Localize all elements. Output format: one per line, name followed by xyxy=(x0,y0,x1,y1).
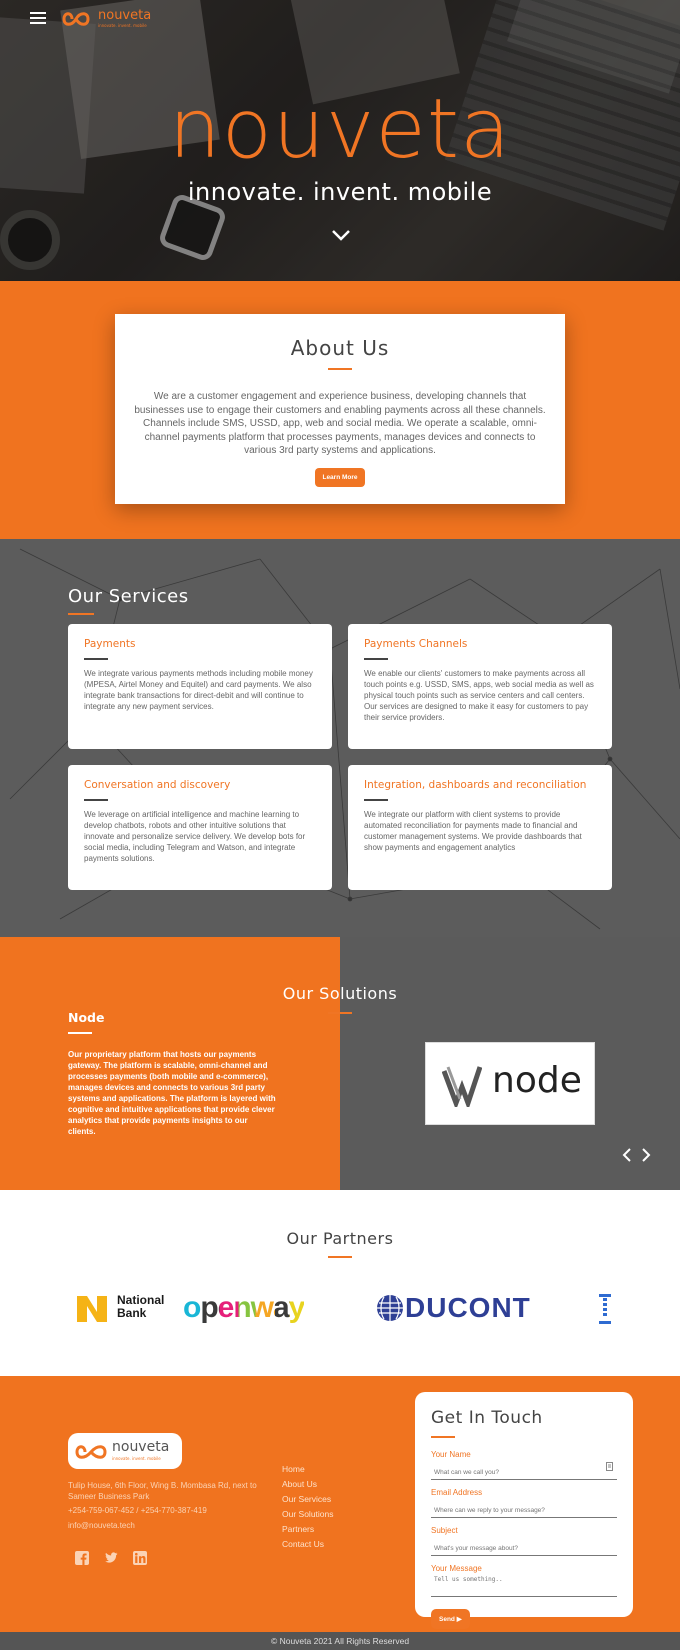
footer-link-about[interactable]: About Us xyxy=(282,1479,317,1489)
service-card-integration xyxy=(348,765,612,890)
partner-name: National Bank xyxy=(117,1293,165,1320)
services-title-underline xyxy=(68,613,94,615)
service-card-title: Payments Channels xyxy=(364,638,468,650)
service-card-title: Payments xyxy=(84,638,136,650)
service-card-body: We leverage on artificial intelligence and machine learning to develop chatbots, robots and other intuitive solutions that innovate and personalize service delivery. We develop bots for social media, including Telegram and Watson, and integrate payments solutions. xyxy=(84,810,306,863)
service-card-divider xyxy=(364,799,388,801)
message-textarea[interactable] xyxy=(431,1573,617,1597)
about-card xyxy=(115,314,565,504)
chevron-left-icon[interactable] xyxy=(622,1148,632,1162)
twitter-icon[interactable] xyxy=(104,1551,118,1565)
solutions-title: Our Solutions xyxy=(282,984,398,1003)
footer-logo-text: nouveta xyxy=(112,1439,170,1455)
partner-name: DUCONT xyxy=(405,1292,531,1323)
node-description: Our proprietary platform that hosts our payments gateway. The platform is scalable, omni-channel and processes payments (both mobile and e-commerce), manages devices and connects to various 3rd party systems and applications. The platform is layered with cognitive and intuitive applications that provide clever analytics that provide payments insights to our clients. xyxy=(68,1050,276,1136)
partners-title: Our Partners xyxy=(286,1229,394,1248)
service-card-payments xyxy=(68,624,332,749)
node-logo-text: node xyxy=(492,1060,582,1101)
message-label: Your Message xyxy=(431,1564,482,1573)
footer-link-partners[interactable]: Partners xyxy=(282,1524,315,1534)
globe-icon xyxy=(375,1293,405,1323)
service-card-divider xyxy=(84,799,108,801)
national-bank-mark-icon xyxy=(75,1292,109,1326)
node-mark-icon xyxy=(442,1063,482,1107)
partner-logo-partial[interactable] xyxy=(598,1294,612,1324)
about-title: About Us xyxy=(290,336,390,360)
service-card-body: We enable our clients' customers to make payments across all touch points e.g. USSD, SMS, apps, web social media as well as physical touch points such as service centers and call centers. Our services are designed to make it easy for customers to pay their service providers. xyxy=(364,669,594,722)
node-logo-image xyxy=(425,1042,595,1125)
footer-address: Tulip House, 6th Floor, Wing B. Mombasa Rd, next to Sameer Business Park xyxy=(68,1481,257,1501)
contact-title: Get In Touch xyxy=(431,1408,543,1428)
solutions-title-underline xyxy=(328,1012,352,1014)
about-body: We are a customer engagement and experience business, developing channels that businesses use to engage their customers and enabling payments across all these channels. Channels include SMS, USSD, app, web and social media. We operate a scalable, omni-channel payments platform that processes payments, manages devices and connects to various 3rd party systems and applications. xyxy=(134,391,546,456)
facebook-icon[interactable] xyxy=(75,1551,89,1565)
subject-input[interactable] xyxy=(431,1542,617,1556)
footer-phone: +254-759-067-452 / +254-770-387-419 xyxy=(68,1506,207,1515)
name-label: Your Name xyxy=(431,1450,471,1459)
linkedin-icon[interactable] xyxy=(133,1551,147,1565)
service-card-title: Conversation and discovery xyxy=(84,779,231,791)
partner-name: openway xyxy=(183,1291,305,1324)
subject-label: Subject xyxy=(431,1526,458,1535)
footer-link-services[interactable]: Our Services xyxy=(282,1494,332,1504)
partner-mark-icon xyxy=(598,1294,612,1324)
footer-logo[interactable] xyxy=(68,1433,182,1469)
contact-title-underline xyxy=(431,1436,455,1438)
service-card-title: Integration, dashboards and reconciliation xyxy=(364,779,587,791)
contact-form-card xyxy=(415,1392,633,1623)
footer-link-home[interactable]: Home xyxy=(282,1464,305,1474)
partner-logo-ducont[interactable] xyxy=(375,1292,580,1324)
email-label: Email Address xyxy=(431,1488,483,1497)
footer-link-solutions[interactable]: Our Solutions xyxy=(282,1509,334,1519)
node-title: Node xyxy=(68,1010,105,1025)
service-card-divider xyxy=(364,658,388,660)
hero-tagline: innovate. invent. mobile xyxy=(187,178,493,206)
service-card-conversation xyxy=(68,765,332,890)
nav-logo[interactable] xyxy=(62,8,172,30)
copyright-bar: © Nouveta 2021 All Rights Reserved xyxy=(0,1632,680,1650)
service-card-payments-channels xyxy=(348,624,612,749)
infinity-logo-icon xyxy=(74,1441,110,1463)
chevron-down-icon[interactable] xyxy=(330,228,352,242)
partner-logo-openway[interactable] xyxy=(183,1290,358,1326)
footer-link-contact[interactable]: Contact Us xyxy=(282,1539,325,1549)
footer-email[interactable]: info@nouveta.tech xyxy=(68,1521,135,1530)
autofill-icon[interactable] xyxy=(606,1462,613,1471)
hero-title: nouveta xyxy=(168,82,512,177)
service-card-divider xyxy=(84,658,108,660)
footer-links xyxy=(282,1462,334,1552)
email-input[interactable] xyxy=(431,1504,617,1518)
partner-logo-national-bank[interactable] xyxy=(75,1292,171,1326)
hamburger-menu-icon[interactable] xyxy=(30,12,46,26)
node-title-underline xyxy=(68,1032,92,1034)
nav-logo-tagline: innovate. invent. mobile xyxy=(98,23,147,28)
service-card-body: We integrate our platform with client systems to provide automated reconciliation for payments made to financial and customer management systems. We provide dashboards that show payments and engagement analytics xyxy=(364,810,582,852)
learn-more-button[interactable]: Learn More xyxy=(315,468,364,487)
chevron-right-icon[interactable] xyxy=(641,1148,651,1162)
footer-logo-tagline: innovate. invent. mobile xyxy=(112,1456,161,1461)
partners-title-underline xyxy=(328,1256,352,1258)
services-title: Our Services xyxy=(68,586,189,607)
name-input[interactable] xyxy=(431,1466,617,1480)
send-button[interactable]: Send ▶ xyxy=(431,1609,470,1629)
service-card-body: We integrate various payments methods including mobile money (MPESA, Airtel Money and Equitel) and card payments. We also integrate bank transactions for direct-debit and will continue to integrate any new payment services. xyxy=(84,669,313,711)
nav-logo-text: nouveta xyxy=(98,8,152,23)
about-title-underline xyxy=(328,368,352,370)
